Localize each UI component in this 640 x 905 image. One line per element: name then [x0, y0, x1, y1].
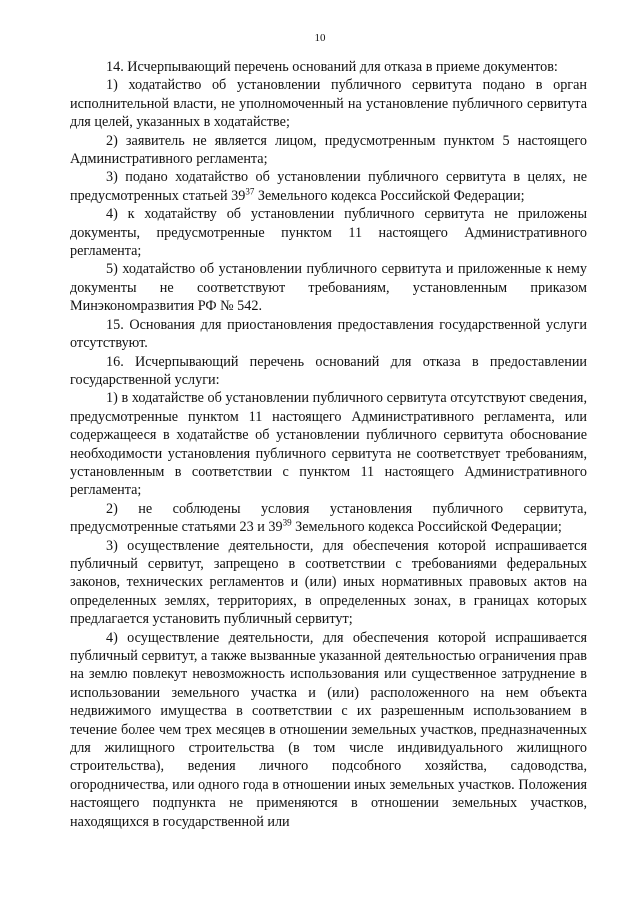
paragraph-16-item-3: 3) осуществление деятельности, для обеспечения которой испрашивается публичный сервитут, запрещено в соответствии с требованиями федеральных законов, технических регламентов и (или) иных нормативных правовых актов на определенных землях, территориях, в определенных зонах, в границах которых предлагается установить публичный сервитут; — [70, 537, 587, 628]
text-fragment: Земельного кодекса Российской Федерации; — [254, 187, 525, 204]
document-body — [70, 58, 587, 831]
paragraph-16: 16. Исчерпывающий перечень оснований для отказа в предоставлении государственной услуги: — [70, 353, 587, 388]
text-fragment: 3) подано ходатайство об установлении публичного сервитута в целях, не предусмотренных статьей 39 — [70, 169, 587, 204]
paragraph-14: 14. Исчерпывающий перечень оснований для отказа в приеме документов: — [106, 59, 558, 75]
superscript: 37 — [245, 186, 255, 197]
paragraph-16-item-4: 4) осуществление деятельности, для обеспечения которой испрашивается публичный сервитут, а также вызванные указанной деятельностью ограничения прав на землю повлекут невозможность использования или существенное затруднение в использовании земельного участка и (или) расположенного на нем объекта недвижимого имущества в соответствии с их разрешенным использованием в течение более чем трех месяцев в отношении земельных участков, предназначенных для жилищного строительства (в том числе индивидуального жилищного строительства), ведения личного подсобного хозяйства, садоводства, огородничества, или одного года в отношении иных земельных участков. Положения настоящего подпункта не применяются в отношении земельных участков, находящихся в государственной или — [70, 629, 587, 830]
paragraph-14-item-2: 2) заявитель не является лицом, предусмотренным пунктом 5 настоящего Административного регламента; — [70, 132, 587, 168]
paragraph-14-item-4: 4) к ходатайству об установлении публичного сервитута не приложены документы, предусмотренные пунктом 11 настоящего Административного регламента; — [70, 206, 587, 260]
paragraph-16-item-2 — [70, 500, 587, 537]
page-number: 10 — [314, 32, 326, 44]
paragraph-15: 15. Основания для приостановления предоставления государственной услуги отсутствуют. — [70, 316, 587, 352]
paragraph-16-item-1: 1) в ходатайстве об установлении публичного сервитута отсутствуют сведения, предусмотренные пунктом 11 настоящего Административного регламента, или содержащееся в ходатайстве об установлении публичного сервитута обоснование необходимости установления публичного сервитута не соответствует требованиям, установленным в соответствии с пунктом 11 настоящего Административного регламента; — [70, 390, 587, 499]
paragraph-14-item-3 — [70, 168, 587, 205]
superscript: 39 — [282, 517, 292, 528]
paragraph-14-item-1: 1) ходатайство об установлении публичного сервитута подано в орган исполнительной власти, не уполномоченный на установление публичного сервитута для целей, указанных в ходатайстве; — [70, 77, 587, 131]
paragraph-14-item-5: 5) ходатайство об установлении публичного сервитута и приложенные к нему документы не соответствуют требованиям, установленным приказом Минэкономразвития РФ № 542. — [70, 261, 587, 315]
text-fragment: Земельного кодекса Российской Федерации; — [291, 519, 562, 536]
text-fragment: 2) не соблюдены условия установления публичного сервитута, предусмотренные статьями 23 и 39 — [70, 500, 587, 536]
